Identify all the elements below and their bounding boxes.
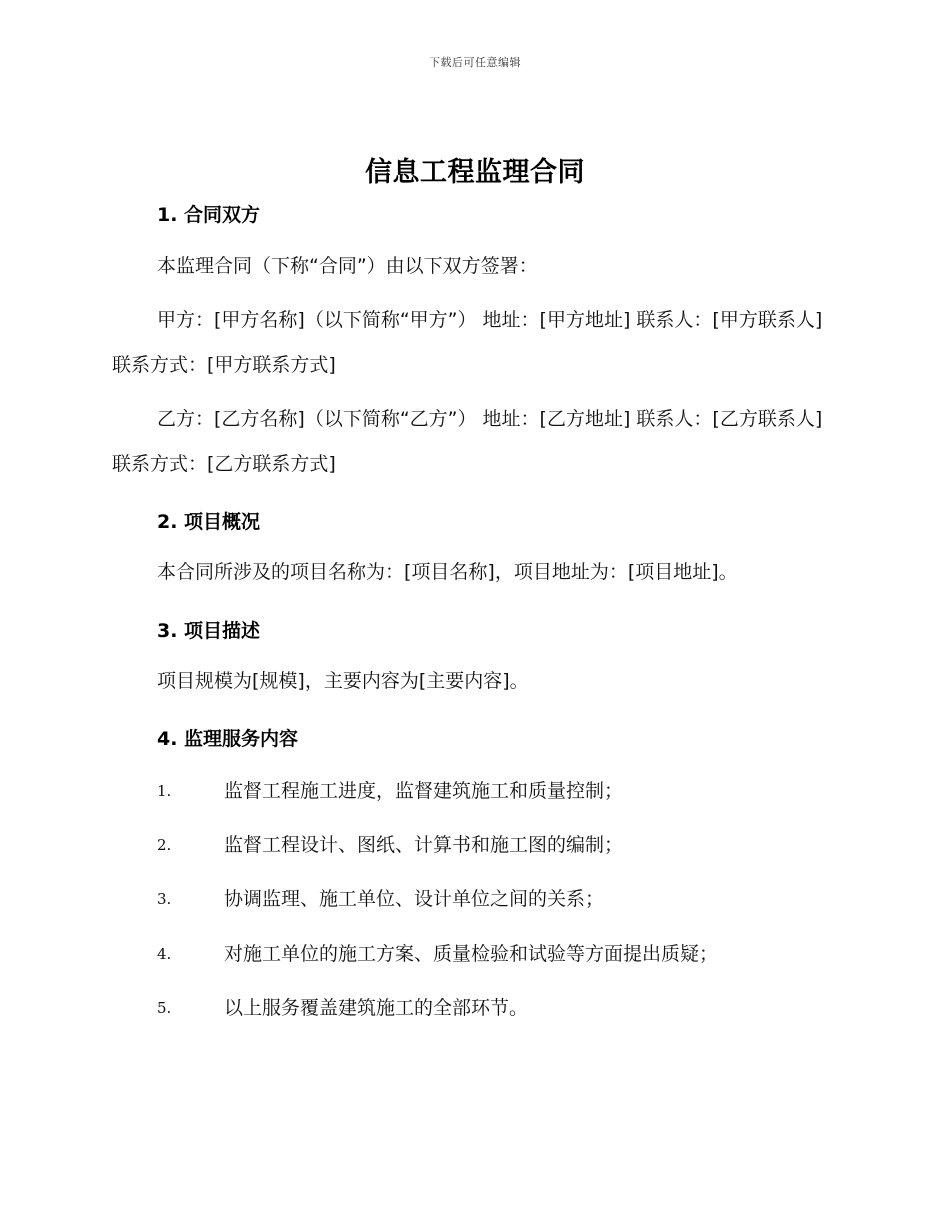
list-item-text: 监督工程设计、图纸、计算书和施工图的编制； [224,834,624,856]
list-item-text: 监督工程施工进度，监督建筑施工和质量控制； [224,780,624,802]
list-item-number: 1. [157,782,172,800]
document-title: 信息工程监理合同 [365,157,585,188]
section-heading-parties: 1. 合同双方 [157,204,261,226]
paragraph-project-description: 项目规模为[规模]，主要内容为[主要内容]。 [157,670,529,692]
paragraph-project-overview: 本合同所涉及的项目名称为：[项目名称]，项目地址为：[项目地址]。 [157,561,738,583]
list-item-text: 以上服务覆盖建筑施工的全部环节。 [224,997,529,1019]
list-item-text: 协调监理、施工单位、设计单位之间的关系； [224,888,605,910]
paragraph-party-a: 甲方：[甲方名称]（以下简称“甲方”） 地址：[甲方地址] 联系人：[甲方联系人] 联系方式：[甲方联系方式] [112,309,823,376]
list-item-text: 对施工单位的施工方案、质量检验和试验等方面提出质疑； [224,943,719,965]
list-item-number: 4. [157,945,172,963]
header-note: 下载后可任意编辑 [429,56,521,69]
paragraph-intro: 本监理合同（下称“合同”）由以下双方签署： [157,255,538,277]
paragraph-party-b: 乙方：[乙方名称]（以下简称“乙方”） 地址：[乙方地址] 联系人：[乙方联系人] 联系方式：[乙方联系方式] [112,408,823,475]
list-item-number: 3. [157,890,172,908]
section-heading-overview: 2. 项目概况 [157,511,261,533]
section-heading-services: 4. 监理服务内容 [157,728,299,750]
section-heading-description: 3. 项目描述 [157,620,261,642]
list-item-number: 2. [157,836,172,854]
list-item-number: 5. [157,999,172,1017]
